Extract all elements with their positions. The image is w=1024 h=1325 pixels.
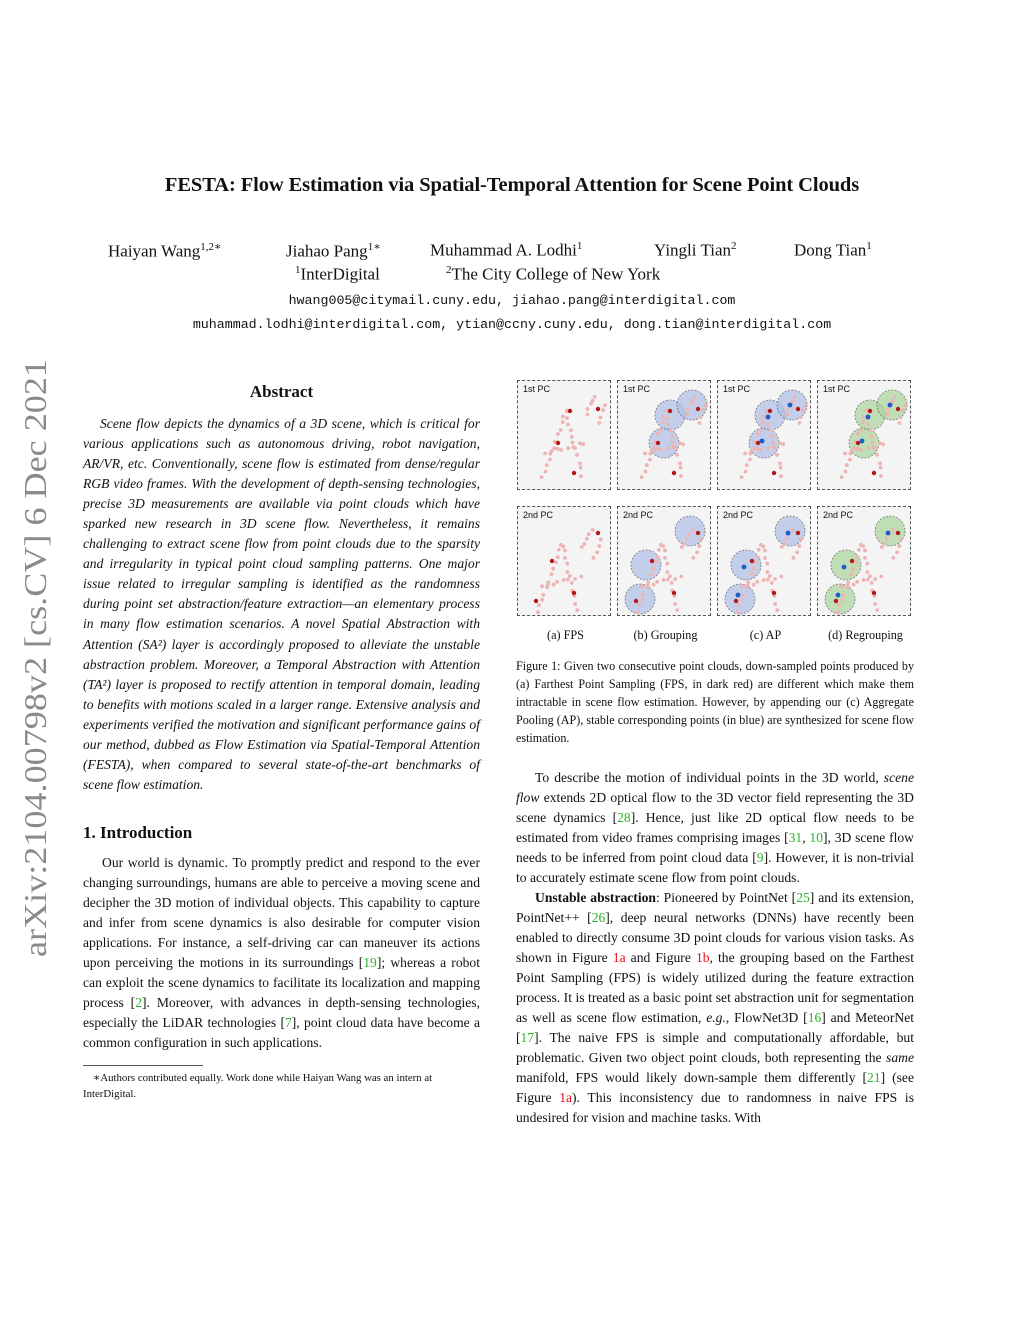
panel-label: 1st PC [823,384,851,394]
author-4: Yingli Tian$^2$ [654,240,737,260]
intro-paragraph: Our world is dynamic. To promptly predict and respond to the ever changing surroundings, humans are able to perceive a moving scene and decipher the 3D motion of individual objects. This capability to capture and infer from scene dynamics is also desirable for computer vision applications. For instance, a self-driving car can maneuver its actions upon perceiving the motions in its surroundings [19]; whereas a robot can exploit the scene dynamics to facilitate its localization and mapping process [2]. Moreover, with advances in depth-sensing technologies, especially the LiDAR technologies [7], point cloud data have become a common configuration in such applications. [83,854,480,1051]
point-cloud-plot [818,381,912,491]
figure-reference-link[interactable]: 1b [695,949,710,965]
point-cloud-plot [718,507,812,617]
panel-label: 2nd PC [723,510,754,520]
author-5: Dong Tian$^1$ [794,240,872,260]
citation-link[interactable]: 26 [591,909,606,925]
affiliation-2: $^2$The City College of New York [446,264,661,284]
affiliation-1: $^1$InterDigital [295,264,380,284]
citation-link[interactable]: 7 [284,1015,292,1031]
author-2: Jiahao Pang$^{1∗}$ [286,241,381,261]
panel-ap-pc2 [717,506,811,616]
subfigure-label-c: (c) AP [749,628,782,642]
intro-paragraph-3: Unstable abstraction: Pioneered by PointNet [25] and its extension, PointNet++ [26], deep neural networks (DNNs) have recently been enabled to directly consume 3D point clouds for various vision tasks. As shown in Figure 1a and Figure 1b, the grouping based on the Farthest Point Sampling (FPS) is widely utilized during the feature extraction process. It is treated as a basic point set abstraction unit for segmentation as well as scene flow estimation, e.g., FlowNet3D [16] and MeteorNet [17]. The naive FPS is simple and computationally affordable, but problematic. Given two object point clouds, both representing the same manifold, FPS would likely down-sample them differently [21] (see Figure 1a). This inconsistency due to randomness in naive FPS is undesired for vision and machine tasks. With [516,889,914,1126]
subfigure-label-d: (d) Regrouping [828,628,903,642]
left-column [83,378,480,1102]
citation-link[interactable]: 19 [363,955,377,971]
citation-link[interactable]: 31 [788,829,803,845]
right-column [516,378,914,1128]
citation-link[interactable]: 16 [807,1010,822,1026]
point-cloud-plot [518,507,612,617]
citation-link[interactable]: 17 [520,1030,535,1046]
figure-caption: Figure 1: Given two consecutive point clouds, down-sampled points produced by (a) Farthest Point Sampling (FPS, in dark red) are different which make them intractable in scene flow estimation. However, by appending our (c) Aggregate Pooling (AP), stable corresponding points (in blue) are synthesized for scene flow estimation. [516,659,914,745]
paper-title: FESTA: Flow Estimation via Spatial-Temporal Attention for Scene Point Clouds [164,174,860,196]
point-cloud-plot [618,381,712,491]
arxiv-stamp [12,357,52,957]
point-cloud-plot [818,507,912,617]
citation-link[interactable]: 10 [809,829,823,845]
citation-link[interactable]: 9 [756,849,764,865]
author-1: Haiyan Wang$^{1,2∗}$ [108,241,222,261]
subfigure-label-b: (b) Grouping [633,628,698,642]
intro-paragraph-2: To describe the motion of individual points in the 3D world, scene flow extends 2D optical flow to the 3D vector field representing the 3D scene dynamics [28]. Hence, just like 2D optical flow needs to be estimated from video frames comprising images [31, 10], 3D scene flow needs to be inferred from point cloud data [9]. However, it is non-trivial to accurately estimate scene flow from point clouds. [516,769,915,885]
citation-link[interactable]: 21 [867,1070,881,1086]
abstract-text: Scene flow depicts the dynamics of a 3D scene, which is critical for various applications such as autonomous driving, robot navigation, AR/VR, etc. Conventionally, scene flow is estimated from dense/regular RGB video frames. With the development of depth-sensing technologies, precise 3D measurements are available via point clouds which have sparked new research in 3D scene flow. Nevertheless, it remains challenging to extract scene flow from point clouds due to the sparsity and irregularity in typical point cloud sampling patterns. One major issue related to irregular sampling is identified as the randomness during point set abstraction/feature extraction—an elementary process in many flow estimation scenarios. A novel Spatial Abstraction with Attention (SA²) layer is accordingly proposed to alleviate the unstable abstraction problem. Moreover, a Temporal Abstraction with Attention (TA²) layer is proposed to rectify attention in temporal domain, leading to benefits with motions scaled in a larger range. Extensive analysis and experiments verified the motivation and significant performance gains of our method, dubbed as Flow Estimation via Spatial-Temporal Attention (FESTA), when compared to several state-of-the-art benchmarks of scene flow estimation. [83,416,480,792]
panel-label: 1st PC [523,384,551,394]
panel-ap-pc1 [717,380,811,490]
figure-1 [516,378,914,642]
point-cloud-plot [618,507,712,617]
panel-fps-pc1 [517,380,611,490]
subfigure-label-a: (a) FPS [547,628,584,642]
citation-link[interactable]: 28 [617,809,631,825]
abstract-heading: Abstract [249,382,314,401]
panel-label: 2nd PC [523,510,554,520]
email-line-1: hwang005@citymail.cuny.edu, jiahao.pang@interdigital.com [288,293,736,308]
arxiv-stamp-text: arXiv:2104.00798v2 [cs.CV] 6 Dec 2021 [17,427,53,957]
email-line-2: muhammad.lodhi@interdigital.com, ytian@ccny.cuny.edu, dong.tian@interdigital.com [192,317,832,332]
panel-regrouping-pc2 [817,506,911,616]
panel-grouping-pc1 [617,380,711,490]
panel-label: 2nd PC [823,510,854,520]
point-cloud-plot [718,381,812,491]
panel-fps-pc2 [517,506,611,616]
panel-label: 1st PC [723,384,751,394]
intro-heading: 1. Introduction [83,822,193,842]
point-cloud-plot [518,381,612,491]
footnote: ∗Authors contributed equally. Work done while Haiyan Wang was an intern at InterDigital. [83,1072,433,1101]
citation-link[interactable]: 25 [796,889,810,905]
author-3: Muhammad A. Lodhi$^1$ [430,240,583,260]
panel-label: 1st PC [623,384,651,394]
panel-regrouping-pc1 [817,380,911,490]
panel-label: 2nd PC [623,510,654,520]
panel-grouping-pc2 [617,506,711,616]
figure-reference-link[interactable]: 1a [559,1090,573,1106]
figure-reference-link[interactable]: 1a [612,949,626,965]
citation-link[interactable]: 2 [135,995,142,1011]
footnote-divider [83,1065,203,1066]
